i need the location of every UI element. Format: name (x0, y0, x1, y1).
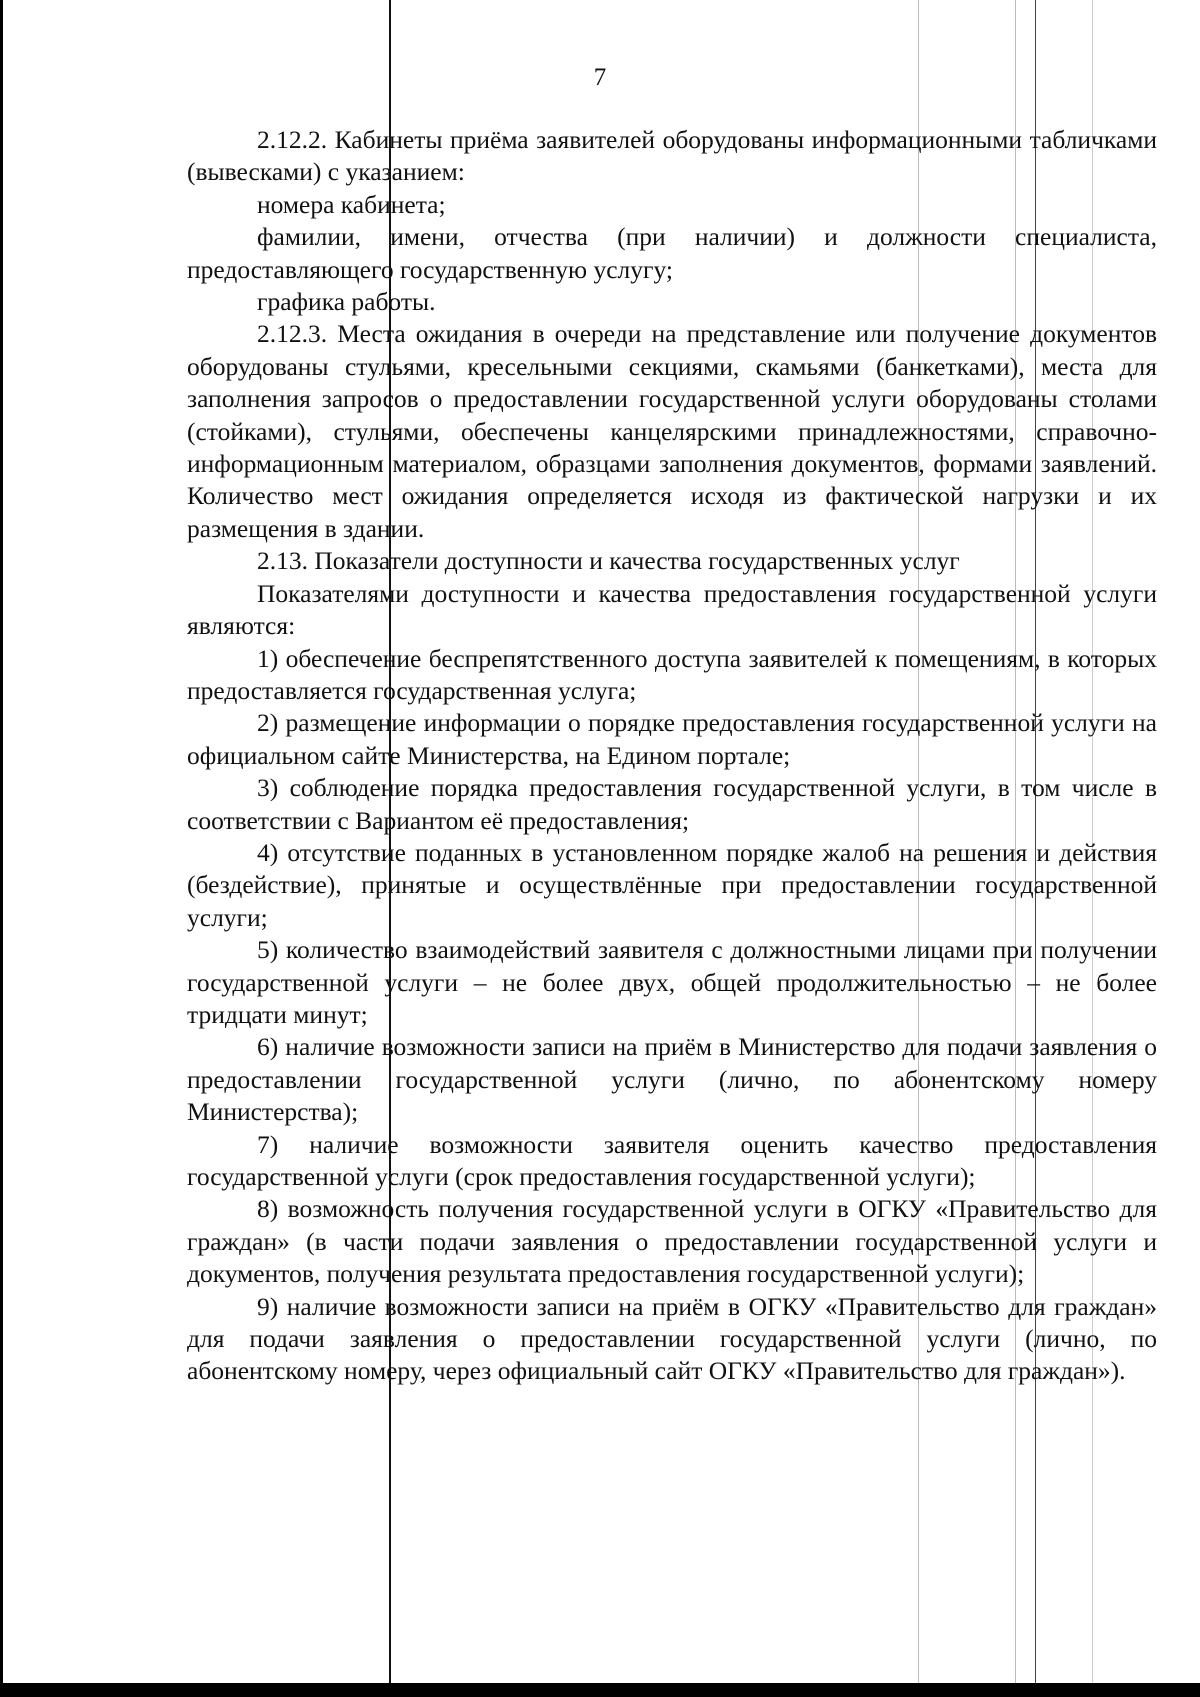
list-item-4: 4) отсутствие поданных в установленном порядке жалоб на решения и действия (бездействие), принятые и осуществлённые при предоставлении государственной услуги; (187, 837, 1157, 932)
list-item-9: 9) наличие возможности записи на приём в ОГКУ «Правительство для граждан» для подачи заявления о предоставлении государственной услуги (лично, по абонентскому номеру, через официальный сайт ОГКУ «Правительство для граждан»). (187, 1291, 1157, 1386)
paragraph-2-12-2: 2.12.2. Кабинеты приёма заявителей оборудованы информационными табличками (вывесками) с указанием: (187, 125, 1157, 187)
list-item-2: 2) размещение информации о порядке предоставления государственной услуги на официальном сайте Министерства, на Едином портале; (187, 708, 1157, 770)
list-item-room-number: номера кабинета; (257, 189, 446, 219)
list-item-3: 3) соблюдение порядка предоставления государственной услуги, в том числе в соответствии с Вариантом её предоставления; (187, 773, 1157, 835)
scan-bottom-edge (0, 1683, 1200, 1697)
list-item-7: 7) наличие возможности заявителя оценить качество предоставления государственной услуги (срок предоставления государственной услуги); (187, 1129, 1157, 1191)
list-item-8: 8) возможность получения государственной услуги в ОГКУ «Правительство для граждан» (в части подачи заявления о предоставлении государственной услуги и документов, получения результата предоставления государственной услуги); (187, 1194, 1157, 1289)
list-item-specialist-name: фамилии, имени, отчества (при наличии) и должности специалиста, предоставляющего государственную услугу; (187, 222, 1157, 284)
list-item-5: 5) количество взаимодействий заявителя с должностными лицами при получении государственной услуги – не более двух, общей продолжительностью – не более тридцати минут; (187, 935, 1157, 1029)
list-item-1: 1) обеспечение беспрепятственного доступа заявителей к помещениям, в которых предоставляется государственная услуга; (187, 643, 1157, 705)
paragraph-2-12-3: 2.12.3. Места ожидания в очереди на представление или получение документов оборудованы стульями, кресельными секциями, скамьями (банкетками), места для заполнения запросов о предоставлении государственной услуги оборудованы столами (стойками), стульями, обеспечены канцелярскими принадлежностями, справочно-информационным материалом, образцами заполнения документов, формами заявлений. Количество мест ожидания определяется исходя из фактической нагрузки и их размещения в здании. (187, 319, 1157, 543)
page-number: 7 (593, 64, 607, 91)
paragraph-indicators-intro: Показателями доступности и качества предоставления государственной услуги являются: (187, 578, 1157, 641)
list-item-6: 6) наличие возможности записи на приём в Министерство для подачи заявления о предоставлении государственной услуги (лично, по абонентскому номеру Министерства); (187, 1032, 1157, 1127)
list-item-schedule: графика работы. (257, 287, 436, 317)
section-heading-2-13: 2.13. Показатели доступности и качества государственных услуг (257, 546, 960, 576)
scan-left-edge (0, 0, 3, 1697)
document-body (187, 124, 1157, 1388)
